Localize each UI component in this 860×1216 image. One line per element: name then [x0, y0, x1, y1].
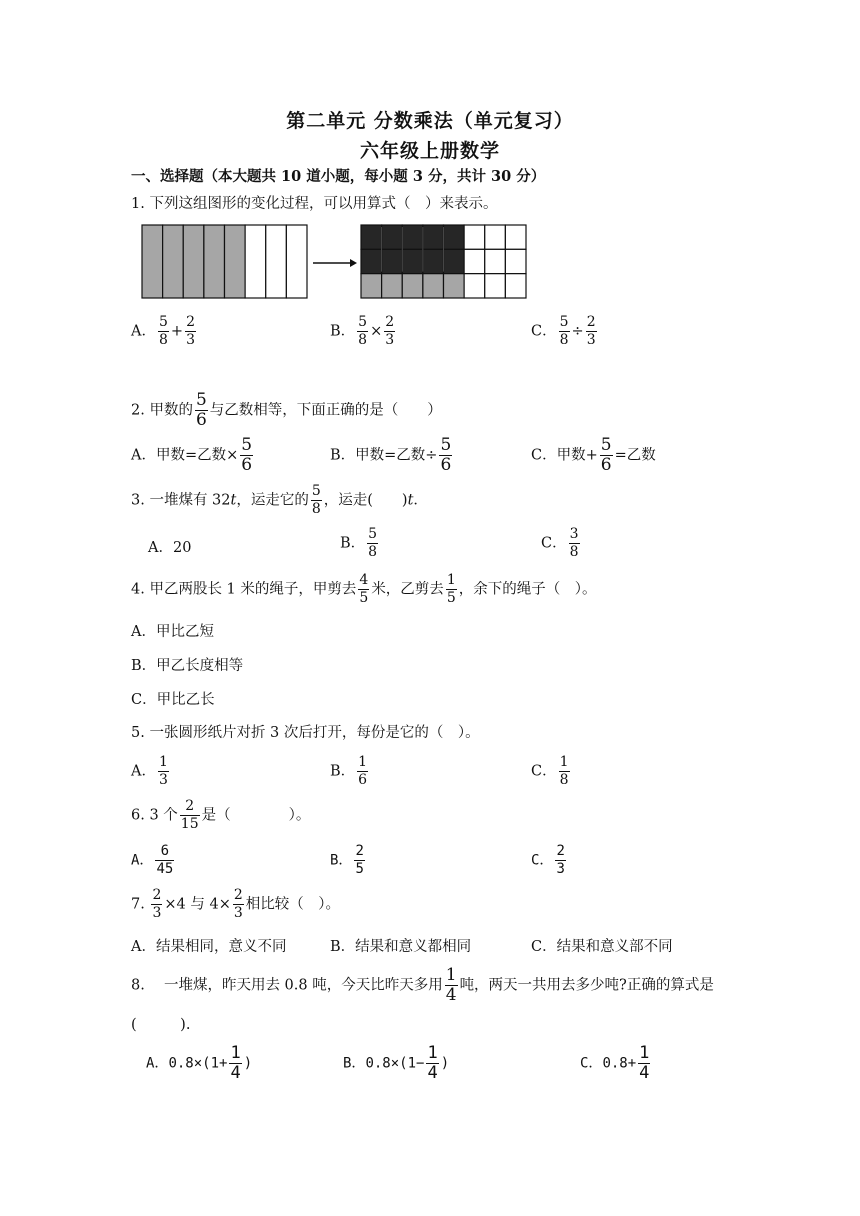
- right-grid-cell: [505, 274, 526, 298]
- left-column-cell: [204, 225, 225, 298]
- question-8-stem-continued: ( ).: [131, 1017, 191, 1033]
- question-3-option-c[interactable]: C． $\frac{3}{8}$: [541, 526, 579, 560]
- left-column-cell: [142, 225, 163, 298]
- question-6-stem: 6. 3 个 $\frac{2}{15}$ 是（ ）。: [131, 798, 311, 832]
- left-rectangle: [142, 225, 307, 298]
- question-3-stem: 3. 一堆煤有 32t，运走它的 $\frac{5}{8}$ ，运走( )t．: [131, 483, 428, 517]
- right-grid-cell: [361, 249, 382, 273]
- question-7-option-c[interactable]: C．结果和意义部不同: [531, 939, 673, 955]
- question-8-option-a[interactable]: A．0.8×(1+ $\frac{1}{4}$ ): [146, 1043, 253, 1083]
- question-1-option-a[interactable]: A． $\frac{5}{8}$ + $\frac{2}{3}$: [131, 314, 195, 348]
- question-7-stem: 7. $\frac{2}{3}$ ×4 与 4× $\frac{2}{3}$ 相比较（ ）。: [131, 887, 341, 921]
- question-6-option-c[interactable]: C． $\frac{2}{3}$: [531, 843, 565, 877]
- right-grid-cell: [505, 249, 526, 273]
- right-grid-cell: [444, 225, 465, 249]
- right-grid-cell: [361, 225, 382, 249]
- right-grid-cell: [464, 274, 485, 298]
- question-4-option-b[interactable]: B．甲乙长度相等: [131, 658, 244, 674]
- question-2-option-b[interactable]: B．甲数=乙数÷ $\frac{5}{6}$: [330, 435, 452, 475]
- question-7-option-a[interactable]: A．结果相同，意义不同: [131, 939, 287, 955]
- question-8-option-b[interactable]: B．0.8×(1− $\frac{1}{4}$ ): [343, 1043, 450, 1083]
- question-5-option-b[interactable]: B． $\frac{1}{6}$: [330, 754, 368, 788]
- right-grid-cell: [444, 249, 465, 273]
- question-4-option-a[interactable]: A．甲比乙短: [131, 624, 214, 640]
- page-title: 第二单元 分数乘法（单元复习）: [286, 110, 574, 132]
- question-5-stem: 5. 一张圆形纸片对折 3 次后打开，每份是它的（ ）。: [131, 725, 480, 741]
- question-8-stem: 8. 一堆煤，昨天用去 0.8 吨，今天比昨天多用 $\frac{1}{4}$ 吨，两天一共用去多少吨?正确的算式是: [131, 965, 714, 1005]
- right-grid-cell: [382, 225, 403, 249]
- question-2-stem: 2. 甲数的 $\frac{5}{6}$ 与乙数相等，下面正确的是（ ）: [131, 390, 442, 430]
- question-1-option-b[interactable]: B． $\frac{5}{8}$ × $\frac{2}{3}$: [330, 314, 395, 348]
- right-grid-cell: [402, 274, 423, 298]
- question-3-option-a[interactable]: A．20: [148, 540, 192, 556]
- question-6-option-a[interactable]: A． $\frac{6}{45}$: [131, 843, 174, 877]
- question-6-option-b[interactable]: B． $\frac{2}{5}$: [330, 843, 364, 877]
- question-2-option-a[interactable]: A．甲数=乙数× $\frac{5}{6}$: [131, 435, 253, 475]
- arrow-icon: [313, 259, 357, 267]
- right-grid-cell: [361, 274, 382, 298]
- question-5-option-a[interactable]: A． $\frac{1}{3}$: [131, 754, 168, 788]
- left-column-cell: [225, 225, 246, 298]
- question-3-option-b[interactable]: B． $\frac{5}{8}$: [340, 526, 378, 560]
- page-subtitle: 六年级上册数学: [359, 140, 500, 162]
- question-1-option-c[interactable]: C． $\frac{5}{8}$ ÷ $\frac{2}{3}$: [531, 314, 596, 348]
- right-grid-cell: [505, 225, 526, 249]
- question-4-option-c[interactable]: C．甲比乙长: [131, 692, 215, 708]
- right-grid-cell: [423, 249, 444, 273]
- left-column-cell: [286, 225, 307, 298]
- right-grid-cell: [485, 225, 506, 249]
- right-grid-cell: [402, 225, 423, 249]
- question-4-stem: 4. 甲乙两股长 1 米的绳子，甲剪去 $\frac{4}{5}$ 米，乙剪去 $\frac{1}{5}$ ，余下的绳子（ ）。: [131, 572, 597, 606]
- right-grid-cell: [423, 274, 444, 298]
- left-column-cell: [266, 225, 287, 298]
- right-grid-cell: [464, 249, 485, 273]
- question-8-option-c[interactable]: C．0.8+ $\frac{1}{4}$: [580, 1043, 650, 1083]
- section-heading: 一、选择题（本大题共 10 道小题，每小题 3 分，共计 30 分）: [131, 168, 546, 185]
- right-grid-cell: [464, 225, 485, 249]
- question-7-option-b[interactable]: B．结果和意义都相同: [330, 939, 472, 955]
- right-grid-cell: [382, 249, 403, 273]
- left-column-cell: [163, 225, 184, 298]
- right-grid-cell: [485, 274, 506, 298]
- left-column-cell: [245, 225, 266, 298]
- right-grid-cell: [382, 274, 403, 298]
- question-5-option-c[interactable]: C． $\frac{1}{8}$: [531, 754, 569, 788]
- question-2-option-c[interactable]: C．甲数+ $\frac{5}{6}$ =乙数: [531, 435, 656, 475]
- left-column-cell: [183, 225, 204, 298]
- right-grid: [361, 225, 526, 298]
- right-grid-cell: [423, 225, 444, 249]
- right-grid-cell: [444, 274, 465, 298]
- right-grid-cell: [402, 249, 423, 273]
- question-1-stem: 1. 下列这组图形的变化过程，可以用算式（ ）来表示。: [131, 196, 498, 212]
- question-1-figure: [141, 224, 533, 300]
- right-grid-cell: [485, 249, 506, 273]
